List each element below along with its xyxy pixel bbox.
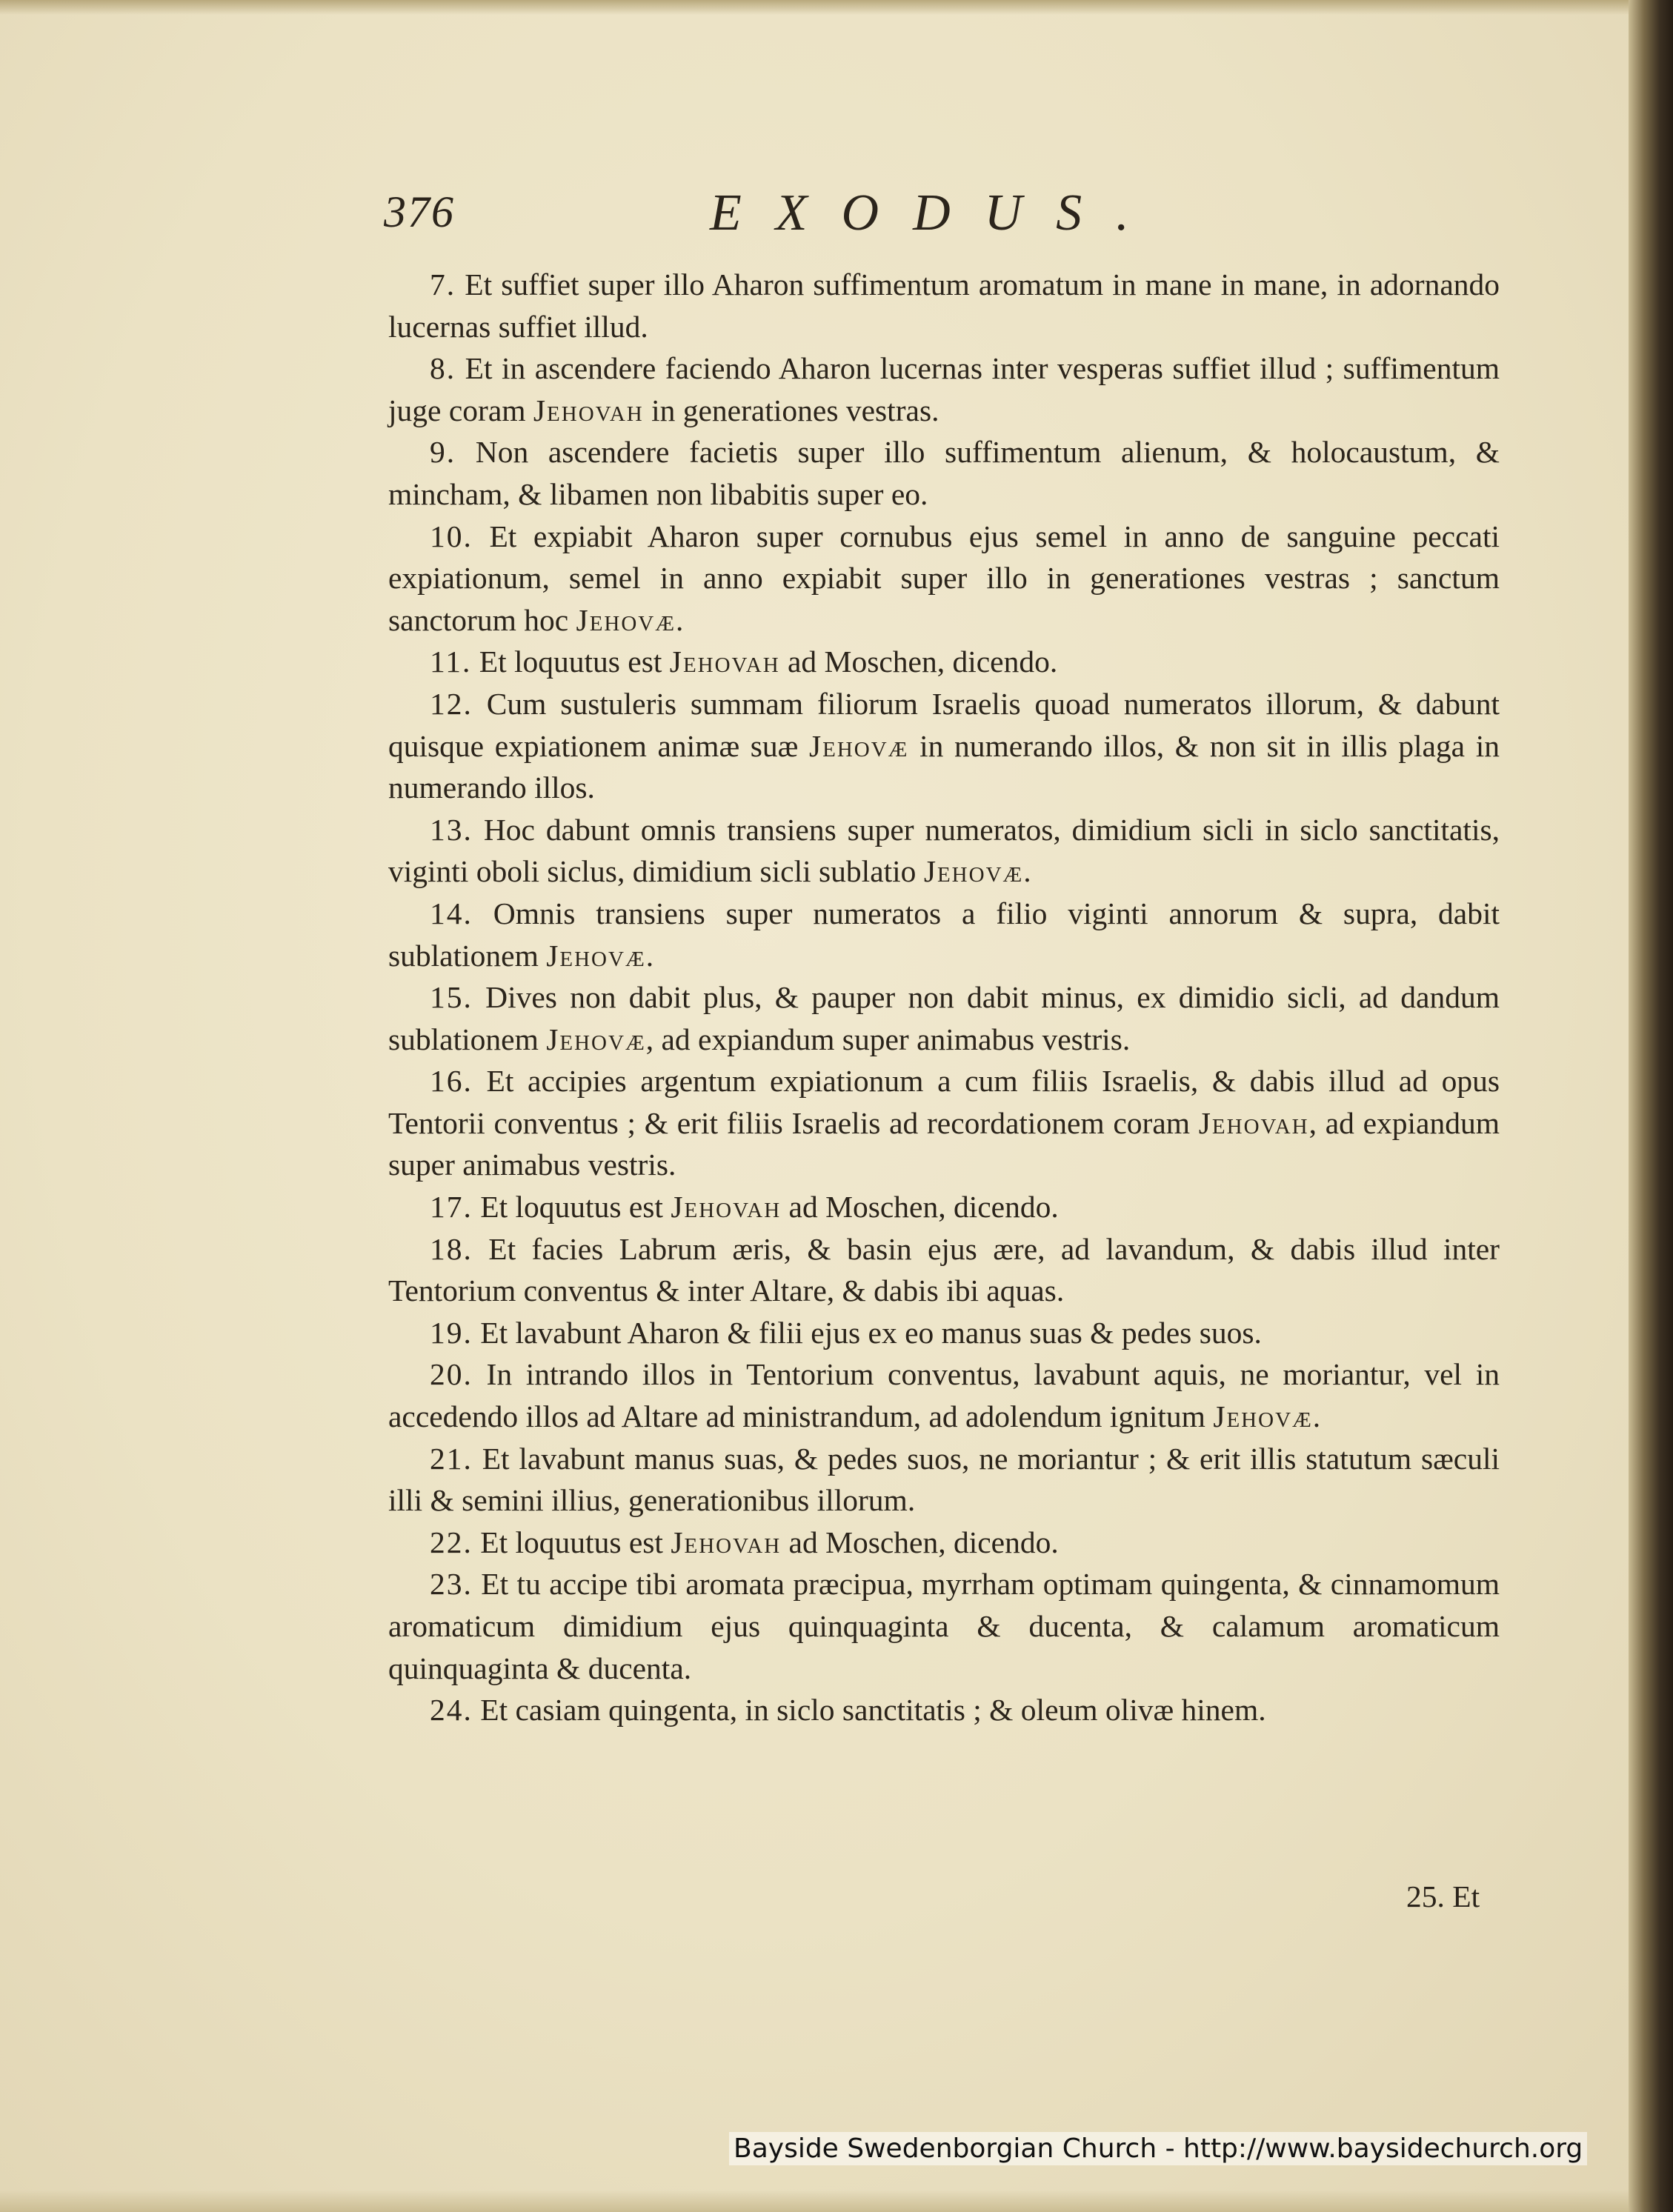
verse <box>388 1522 1500 1564</box>
verse-text: . <box>1312 1399 1321 1434</box>
verse <box>388 516 1500 642</box>
verse <box>388 1186 1500 1228</box>
page-number: 376 <box>384 187 455 236</box>
verse-number: 7. <box>430 267 456 302</box>
verse-text: , ad expiandum super animabus vestris. <box>388 1105 1500 1182</box>
book-edge <box>1629 0 1673 2212</box>
verse-text: ad Moschen, dicendo. <box>779 644 1058 679</box>
verse <box>388 1689 1500 1731</box>
verse <box>388 1563 1500 1689</box>
verse-number: 12. <box>430 686 473 721</box>
verse-text: Et casiam quingenta, in siclo sanctitatis ; & oleum olivæ hinem. <box>480 1693 1266 1728</box>
divine-name: Jehovæ <box>546 938 646 973</box>
divine-name: Jehovah <box>1198 1105 1309 1140</box>
verse-number: 8. <box>430 351 456 386</box>
divine-name: Jehovæ <box>576 602 676 637</box>
page-header <box>384 184 1473 243</box>
verse-number: 18. <box>430 1231 473 1266</box>
verse-text: . <box>1023 854 1031 889</box>
verse-text: Cum sustuleris summam filiorum Israelis quoad numeratos illorum, & dabunt quisque expiationem animæ suæ <box>388 686 1500 763</box>
verse-text: Et tu accipe tibi aromata præcipua, myrrham optimam quingenta, & cinnamomum aromaticum dimidium ejus quinquaginta & ducenta, & calamum aromaticum quinquaginta & ducenta. <box>388 1567 1500 1685</box>
divine-name: Jehovæ <box>546 1022 646 1056</box>
verse-number: 11. <box>430 644 472 679</box>
verse-number: 19. <box>430 1315 473 1350</box>
verse <box>388 1060 1500 1186</box>
verse-number: 24. <box>430 1693 473 1728</box>
verse-number: 22. <box>430 1525 473 1559</box>
verse-text: Et suffiet super illo Aharon suffimentum aromatum in mane in mane, in adornando lucernas suffiet illud. <box>388 267 1500 344</box>
verse-text: in numerando illos, & non sit in illis plaga in numerando illos. <box>388 728 1500 805</box>
verse-text: Omnis transiens super numeratos a filio viginti annorum & supra, dabit sublationem <box>388 896 1500 973</box>
verse-number: 16. <box>430 1064 473 1099</box>
verse <box>388 1228 1500 1312</box>
verse <box>388 431 1500 515</box>
verse-number: 23. <box>430 1567 473 1602</box>
body-text <box>388 264 1500 1731</box>
verse-text: . <box>676 602 684 637</box>
verse-text: Et loquutus est <box>479 644 670 679</box>
verse-text: Et lavabunt manus suas, & pedes suos, ne moriantur ; & erit illis statutum sæculi illi & semini illius, generationibus illorum. <box>388 1441 1500 1518</box>
catchword: 25. Et <box>1406 1879 1480 1913</box>
verse <box>388 264 1500 347</box>
verse <box>388 1438 1500 1522</box>
verse-text: . <box>645 938 654 973</box>
verse-text: Hoc dabunt omnis transiens super numeratos, dimidium sicli in siclo sanctitatis, viginti oboli siclus, dimidium sicli sublatio <box>388 812 1500 889</box>
page-top-edge <box>0 0 1673 15</box>
verse <box>388 893 1500 976</box>
verse-text: ad Moschen, dicendo. <box>781 1190 1059 1225</box>
verse-text: in generationes vestras. <box>643 393 939 427</box>
verse <box>388 641 1500 683</box>
verse-text: In intrando illos in Tentorium conventus, lavabunt aquis, ne moriantur, vel in accedendo illos ad Altare ad ministrandum, ad adolendum ignitum <box>388 1357 1500 1434</box>
verse-text: ad Moschen, dicendo. <box>781 1525 1059 1559</box>
divine-name: Jehovæ <box>808 728 909 763</box>
verse-text: Dives non dabit plus, & pauper non dabit minus, ex dimidio sicli, ad dandum sublationem <box>388 980 1500 1056</box>
verse <box>388 683 1500 809</box>
divine-name: Jehovæ <box>923 854 1024 889</box>
verse-text: Et loquutus est <box>480 1525 671 1559</box>
verse-text: Et in ascendere faciendo Aharon lucernas inter vesperas suffiet illud ; suffimentum juge coram <box>388 351 1500 427</box>
verse-text: Et expiabit Aharon super cornubus ejus semel in anno de sanguine peccati expiationum, semel in anno expiabit super illo in generationes vestras ; sanctum sanctorum hoc <box>388 519 1500 637</box>
running-title: EXODUS. <box>710 184 1163 241</box>
verse <box>388 809 1500 893</box>
verse-number: 13. <box>430 812 473 847</box>
verse-text: Et accipies argentum expiationum a cum filiis Israelis, & dabis illud ad opus Tentorii conventus ; & erit filiis Israelis ad recordationem coram <box>388 1064 1500 1140</box>
verse-number: 15. <box>430 980 473 1015</box>
page-bottom-edge <box>0 2190 1673 2212</box>
source-watermark: Bayside Swedenborgian Church - http://www.baysidechurch.org <box>729 2132 1587 2165</box>
verse-text: Non ascendere facietis super illo suffimentum alienum, & holocaustum, & mincham, & libamen non libabitis super eo. <box>388 435 1500 511</box>
verse-text: Et loquutus est <box>480 1190 671 1225</box>
verse-number: 20. <box>430 1357 473 1392</box>
divine-name: Jehovah <box>671 1525 782 1559</box>
verse-text: , ad expiandum super animabus vestris. <box>645 1022 1131 1056</box>
verse <box>388 347 1500 431</box>
divine-name: Jehovah <box>669 644 780 679</box>
verse-number: 17. <box>430 1190 473 1225</box>
verse-number: 9. <box>430 435 456 470</box>
verse <box>388 976 1500 1060</box>
verse-number: 21. <box>430 1441 473 1476</box>
divine-name: Jehovah <box>671 1190 782 1225</box>
verse-text: Et facies Labrum æris, & basin ejus ære, ad lavandum, & dabis illud inter Tentorium conventus & inter Altare, & dabis ibi aquas. <box>388 1231 1500 1308</box>
verse-number: 14. <box>430 896 473 930</box>
verse <box>388 1353 1500 1437</box>
verse-number: 10. <box>430 519 473 553</box>
verse-text: Et lavabunt Aharon & filii ejus ex eo manus suas & pedes suos. <box>480 1315 1262 1350</box>
verse <box>388 1312 1500 1354</box>
divine-name: Jehovæ <box>1213 1399 1313 1434</box>
divine-name: Jehovah <box>533 393 644 427</box>
